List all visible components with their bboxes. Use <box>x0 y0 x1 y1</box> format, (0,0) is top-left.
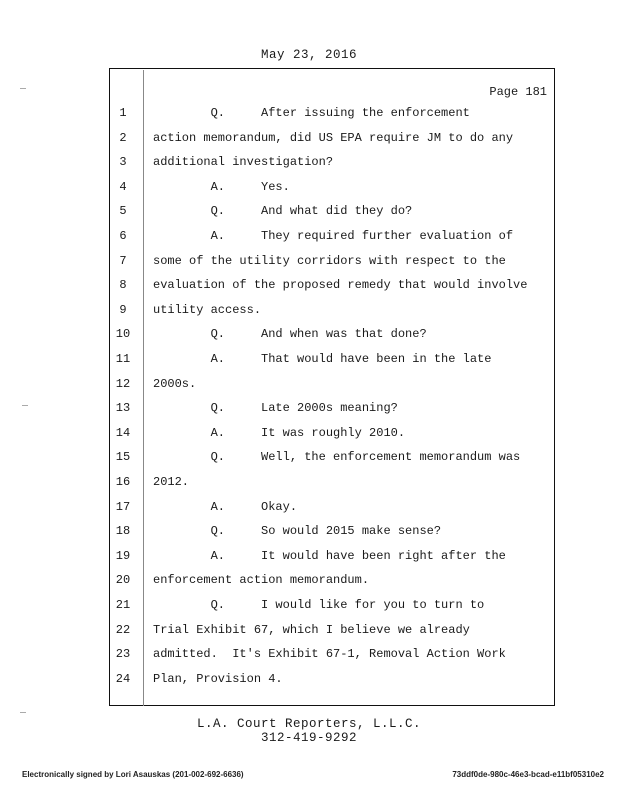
transcript-line <box>0 155 618 175</box>
line-number: 5 <box>119 204 127 219</box>
line-text: Trial Exhibit 67, which I believe we already <box>153 622 470 637</box>
line-number: 17 <box>115 499 131 514</box>
line-number: 1 <box>119 106 127 120</box>
line-number: 16 <box>115 475 131 489</box>
transcript-line <box>0 303 618 323</box>
line-text: Q. And when was that done? <box>153 327 427 342</box>
line-text: A. Okay. <box>153 499 298 514</box>
line-number: 22 <box>115 622 131 637</box>
line-text: Q. So would 2015 make sense? <box>153 524 442 539</box>
line-number: 19 <box>115 548 131 563</box>
line-text: additional investigation? <box>153 155 334 170</box>
line-text: Plan, Provision 4. <box>153 671 283 686</box>
transcript-line <box>0 401 618 421</box>
line-text: action memorandum, did US EPA require JM to do any <box>153 130 514 145</box>
line-number: 21 <box>115 598 131 612</box>
line-text: 2012. <box>153 475 190 489</box>
line-number: 8 <box>119 278 127 293</box>
transcript-line <box>0 352 618 372</box>
line-text: Q. Late 2000s meaning? <box>153 401 398 416</box>
line-number: 3 <box>119 155 127 170</box>
line-text: A. They required further evaluation of <box>153 229 514 243</box>
transcript-line <box>0 623 618 643</box>
line-text: A. That would have been in the late <box>153 352 492 366</box>
line-number: 10 <box>115 327 131 342</box>
electronic-signature: Electronically signed by Lori Asauskas (201-002-692-6636) <box>22 770 244 779</box>
transcript-line <box>0 672 618 692</box>
line-number: 20 <box>115 573 131 588</box>
line-number: 12 <box>115 376 131 391</box>
transcript-line <box>0 180 618 200</box>
transcript-line <box>0 327 618 347</box>
transcript-line <box>0 377 618 397</box>
line-text: A. It would have been right after the <box>153 548 506 563</box>
transcript-line <box>0 278 618 298</box>
header-date: May 23, 2016 <box>260 48 357 62</box>
line-number: 24 <box>115 671 131 686</box>
line-number: 18 <box>115 524 131 539</box>
line-text: Q. And what did they do? <box>153 204 413 219</box>
line-number: 6 <box>119 229 127 243</box>
line-number: 9 <box>119 302 127 317</box>
line-number: 15 <box>115 450 131 465</box>
line-number: 4 <box>119 179 127 194</box>
line-number: 2 <box>119 130 127 145</box>
transcript-line <box>0 647 618 667</box>
transcript-line <box>0 549 618 569</box>
binder-mark <box>20 88 26 89</box>
transcript-line <box>0 475 618 495</box>
footer-phone: 312-419-9292 <box>260 731 357 745</box>
line-text: some of the utility corridors with respect to the <box>153 253 506 268</box>
transcript-line <box>0 254 618 274</box>
transcript-line <box>0 450 618 470</box>
line-text: admitted. It's Exhibit 67-1, Removal Action Work <box>153 647 506 662</box>
line-text: 2000s. <box>153 376 197 391</box>
binder-mark <box>22 405 28 406</box>
transcript-line <box>0 500 618 520</box>
transcript-line <box>0 131 618 151</box>
line-number: 13 <box>115 401 131 416</box>
page-number: Page 181 <box>489 85 547 99</box>
line-text: utility access. <box>153 302 262 317</box>
transcript-line <box>0 106 618 126</box>
transcript-line <box>0 426 618 446</box>
line-number: 7 <box>119 253 127 268</box>
line-text: evaluation of the proposed remedy that would involve <box>153 278 528 293</box>
transcript-line <box>0 573 618 593</box>
transcript-line <box>0 229 618 249</box>
line-text: enforcement action memorandum. <box>153 573 370 588</box>
footer-reporter: L.A. Court Reporters, L.L.C. <box>196 717 422 731</box>
line-text: Q. Well, the enforcement memorandum was <box>153 450 521 465</box>
transcript-line <box>0 524 618 544</box>
transcript-line <box>0 204 618 224</box>
line-text: A. It was roughly 2010. <box>153 425 406 440</box>
line-number: 14 <box>115 425 131 440</box>
line-number: 23 <box>115 647 131 662</box>
document-hash: 73ddf0de-980c-46e3-bcad-e11bf05310e2 <box>452 770 604 779</box>
line-text: A. Yes. <box>153 179 290 194</box>
line-text: Q. I would like for you to turn to <box>153 598 485 612</box>
transcript-line <box>0 598 618 618</box>
line-text: Q. After issuing the enforcement <box>153 106 470 120</box>
line-number: 11 <box>115 352 131 366</box>
binder-mark <box>20 712 26 713</box>
